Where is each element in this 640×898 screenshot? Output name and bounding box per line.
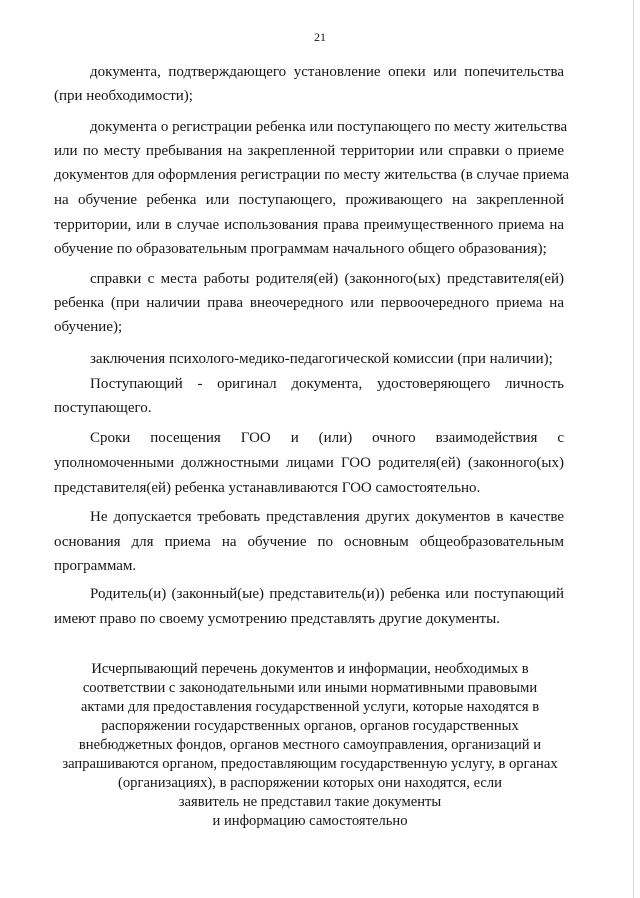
text-line: Сроки посещения ГОО и (или) очного взаимодействия с (90, 430, 564, 446)
heading-line: запрашиваются органом, предоставляющим государственную услугу, в органах (62, 756, 558, 772)
text-line: уполномоченными должностными лицами ГОО родителя(ей) (законного(ых) (54, 455, 564, 471)
text-line: заключения психолого-медико-педагогической комиссии (при наличии); (90, 351, 553, 367)
text-line: или по месту пребывания на закрепленной территории или справки о приеме (54, 143, 564, 159)
heading-line: внебюджетных фондов, органов местного самоуправления, организаций и (78, 737, 542, 753)
text-line: территории, или в случае использования права преимущественного приема на (54, 217, 564, 233)
heading-line: актами для предоставления государственной услуги, которые находятся в (80, 699, 540, 715)
text-line: имеют право по своему усмотрению представлять другие документы. (54, 611, 500, 627)
heading-line: заявитель не представил такие документы (178, 794, 442, 810)
text-line: Не допускается требовать представления других документов в качестве (90, 509, 564, 525)
text-line: документа, подтверждающего установление опеки или попечительства (90, 64, 564, 80)
text-line: документа о регистрации ребенка или поступающего по месту жительства (90, 119, 568, 135)
text-line: на обучение ребенка или поступающего, проживающего на закрепленной (54, 192, 564, 208)
text-line: ребенка (при наличии права внеочередного или первоочередного приема на (54, 295, 564, 311)
text-line: справки с места работы родителя(ей) (законного(ых) представителя(ей) (90, 271, 564, 287)
text-line: документов для оформления регистрации по месту жительства (в случае приема (54, 167, 570, 183)
heading-line: соответствии с законодательными или иными нормативными правовыми (82, 680, 538, 696)
text-line: основания для приема на обучение по основным общеобразовательным (54, 534, 564, 550)
text-line: программам. (54, 558, 137, 574)
heading-line: (организациях), в распоряжении которых они находятся, если (118, 775, 502, 791)
text-line: Поступающий - оригинал документа, удостоверяющего личность (90, 376, 564, 392)
text-line: Родитель(и) (законный(ые) представитель(и)) ребенка или поступающий (90, 586, 564, 602)
text-line: представителя(ей) ребенка устанавливаются ГОО самостоятельно. (54, 480, 481, 496)
text-line: поступающего. (54, 400, 152, 416)
heading-line: распоряжении государственных органов, органов государственных (101, 718, 519, 734)
heading-line: и информацию самостоятельно (212, 813, 408, 829)
text-line: обучение); (54, 319, 123, 335)
text-line: (при необходимости); (54, 88, 193, 104)
page-number: 21 (314, 30, 326, 44)
text-line: обучение по образовательным программам начального общего образования); (54, 241, 547, 257)
page-edge-shadow (633, 0, 634, 898)
heading-line: Исчерпывающий перечень документов и информации, необходимых в (91, 661, 529, 677)
